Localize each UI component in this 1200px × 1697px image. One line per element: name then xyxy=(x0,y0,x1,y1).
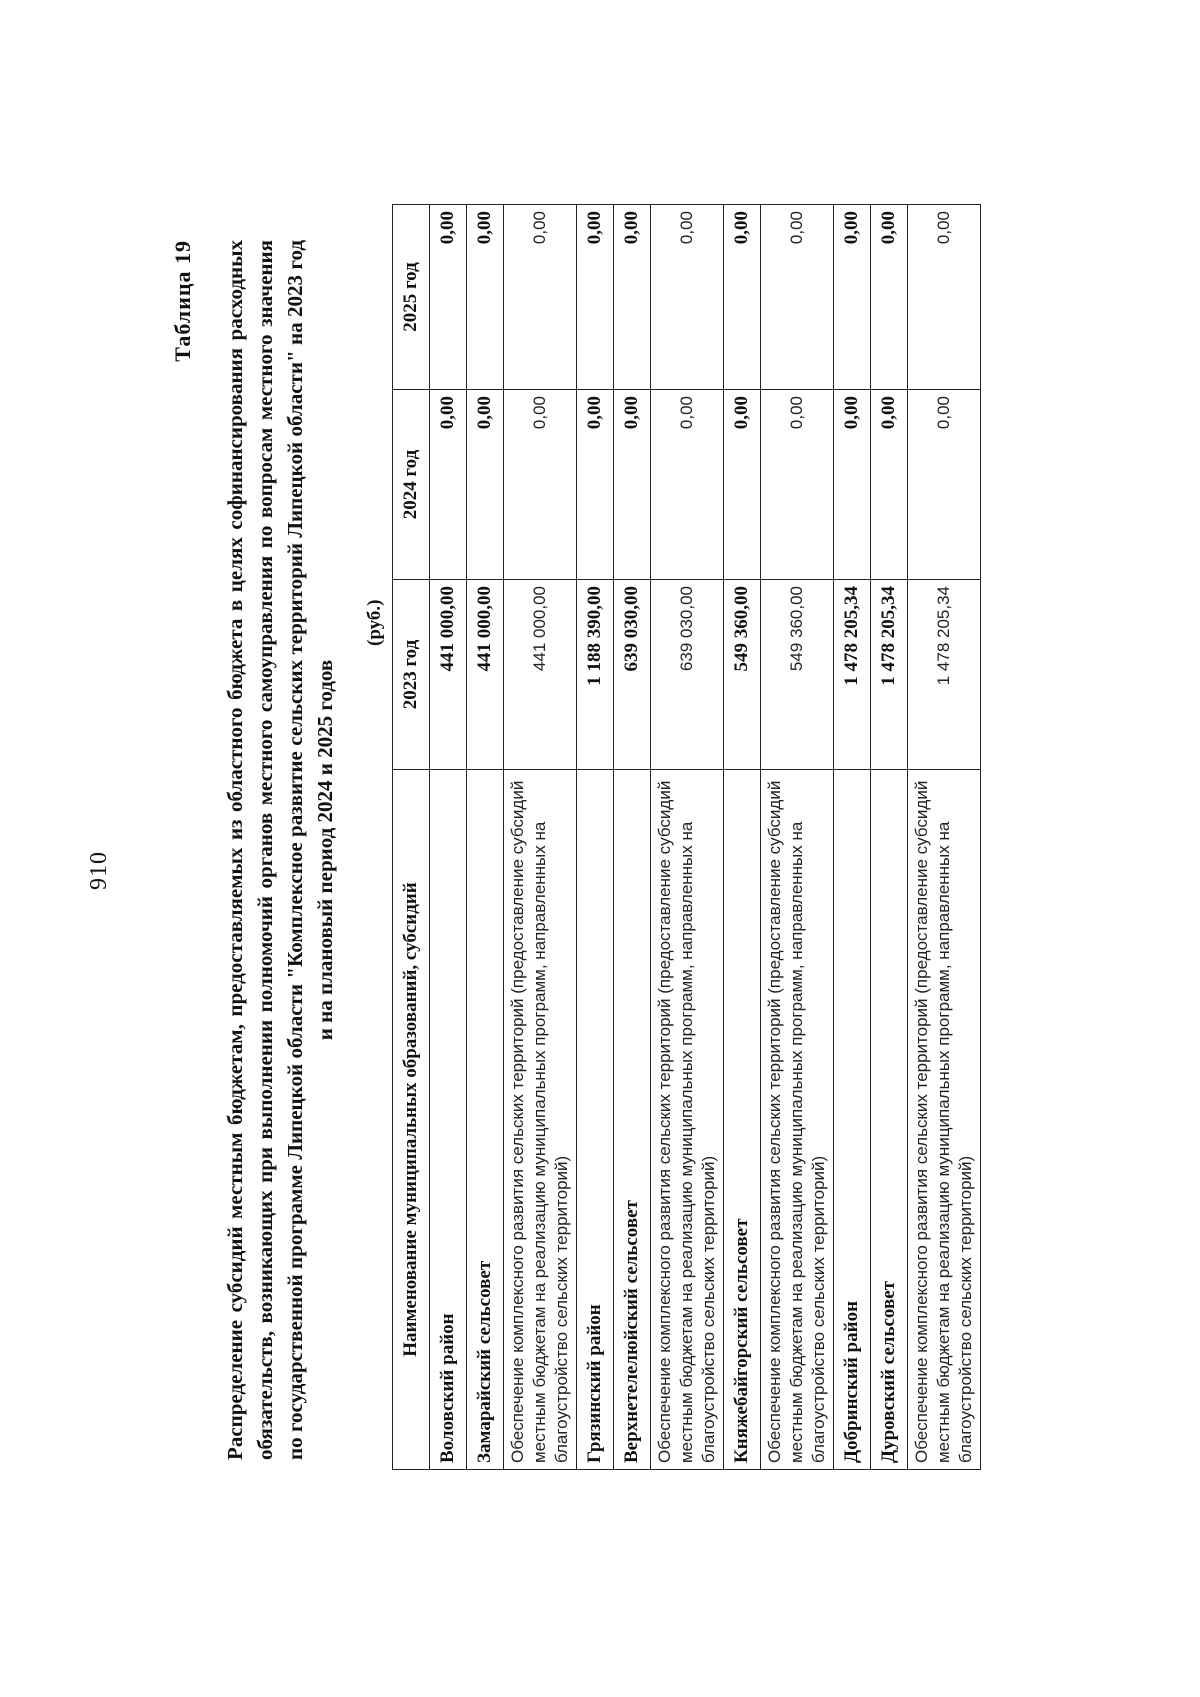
page-number: 910 xyxy=(86,851,112,890)
value-2025-cell: 0,00 xyxy=(430,205,467,390)
subsidy-table xyxy=(392,204,981,1470)
value-2025-cell: 0,00 xyxy=(908,205,981,390)
value-2024-cell: 0,00 xyxy=(761,390,834,580)
value-2023-cell: 441 000,00 xyxy=(467,580,504,770)
row-name-cell: Добринский район xyxy=(834,770,871,1470)
table-row xyxy=(651,205,724,1470)
value-2025-cell: 0,00 xyxy=(504,205,577,390)
table-body xyxy=(430,205,981,1470)
row-name-cell: Замарайский сельсовет xyxy=(467,770,504,1470)
table-row xyxy=(908,205,981,1470)
value-2023-cell: 549 360,00 xyxy=(761,580,834,770)
value-2025-cell: 0,00 xyxy=(724,205,761,390)
value-2025-cell: 0,00 xyxy=(871,205,908,390)
row-name-cell: Грязинский район xyxy=(577,770,614,1470)
value-2023-cell: 1 478 205,34 xyxy=(834,580,871,770)
table-row xyxy=(504,205,577,1470)
column-header-2025: 2025 год xyxy=(393,205,430,390)
rotated-page xyxy=(30,110,1050,1590)
value-2024-cell: 0,00 xyxy=(651,390,724,580)
value-2023-cell: 1 478 205,34 xyxy=(871,580,908,770)
column-header-name: Наименование муниципальных образований, субсидий xyxy=(393,770,430,1470)
row-name-cell: Обеспечение комплексного развития сельских территорий (предоставление субсидий местным бюджетам на реализацию муниципальных программ, направленных на благоустройство сельских территорий) xyxy=(651,770,724,1470)
table-row xyxy=(614,205,651,1470)
value-2024-cell: 0,00 xyxy=(908,390,981,580)
table-label: Таблица 19 xyxy=(170,240,195,362)
value-2023-cell: 1 188 390,00 xyxy=(577,580,614,770)
row-name-cell: Обеспечение комплексного развития сельских территорий (предоставление субсидий местным бюджетам на реализацию муниципальных программ, направленных на благоустройство сельских территорий) xyxy=(761,770,834,1470)
value-2025-cell: 0,00 xyxy=(834,205,871,390)
value-2025-cell: 0,00 xyxy=(761,205,834,390)
value-2023-cell: 441 000,00 xyxy=(430,580,467,770)
table-row xyxy=(430,205,467,1470)
column-header-2024: 2024 год xyxy=(393,390,430,580)
table-row xyxy=(834,205,871,1470)
value-2024-cell: 0,00 xyxy=(724,390,761,580)
value-2023-cell: 1 478 205,34 xyxy=(908,580,981,770)
table-header-row xyxy=(393,205,430,1470)
value-2024-cell: 0,00 xyxy=(430,390,467,580)
value-2023-cell: 441 000,00 xyxy=(504,580,577,770)
value-2024-cell: 0,00 xyxy=(504,390,577,580)
row-name-cell: Верхнетелелюйский сельсовет xyxy=(614,770,651,1470)
document-title: Распределение субсидий местным бюджетам, предоставляемых из областного бюджета в целях софинансирования расходных обязательств, возникающих при выполнении полномочий органов местного самоуправления по вопросам местного значения по государственной программе Липецкой области "Комплексное развитие сельских территорий Липецкой области" на 2023 год и на плановый период 2024 и 2025 годов xyxy=(223,240,337,1460)
row-name-cell: Обеспечение комплексного развития сельских территорий (предоставление субсидий местным бюджетам на реализацию муниципальных программ, направленных на благоустройство сельских территорий) xyxy=(908,770,981,1470)
value-2024-cell: 0,00 xyxy=(871,390,908,580)
value-2025-cell: 0,00 xyxy=(467,205,504,390)
row-name-cell: Княжебайгорский сельсовет xyxy=(724,770,761,1470)
value-2024-cell: 0,00 xyxy=(577,390,614,580)
value-2024-cell: 0,00 xyxy=(614,390,651,580)
unit-label: (руб.) xyxy=(364,599,385,646)
value-2024-cell: 0,00 xyxy=(834,390,871,580)
table-row xyxy=(871,205,908,1470)
table-row xyxy=(724,205,761,1470)
column-header-2023: 2023 год xyxy=(393,580,430,770)
table-row xyxy=(467,205,504,1470)
row-name-cell: Дуровский сельсовет xyxy=(871,770,908,1470)
value-2025-cell: 0,00 xyxy=(651,205,724,390)
value-2025-cell: 0,00 xyxy=(577,205,614,390)
value-2025-cell: 0,00 xyxy=(614,205,651,390)
value-2023-cell: 639 030,00 xyxy=(651,580,724,770)
row-name-cell: Воловский район xyxy=(430,770,467,1470)
row-name-cell: Обеспечение комплексного развития сельских территорий (предоставление субсидий местным бюджетам на реализацию муниципальных программ, направленных на благоустройство сельских территорий) xyxy=(504,770,577,1470)
value-2024-cell: 0,00 xyxy=(467,390,504,580)
value-2023-cell: 549 360,00 xyxy=(724,580,761,770)
table-row xyxy=(577,205,614,1470)
value-2023-cell: 639 030,00 xyxy=(614,580,651,770)
table-row xyxy=(761,205,834,1470)
